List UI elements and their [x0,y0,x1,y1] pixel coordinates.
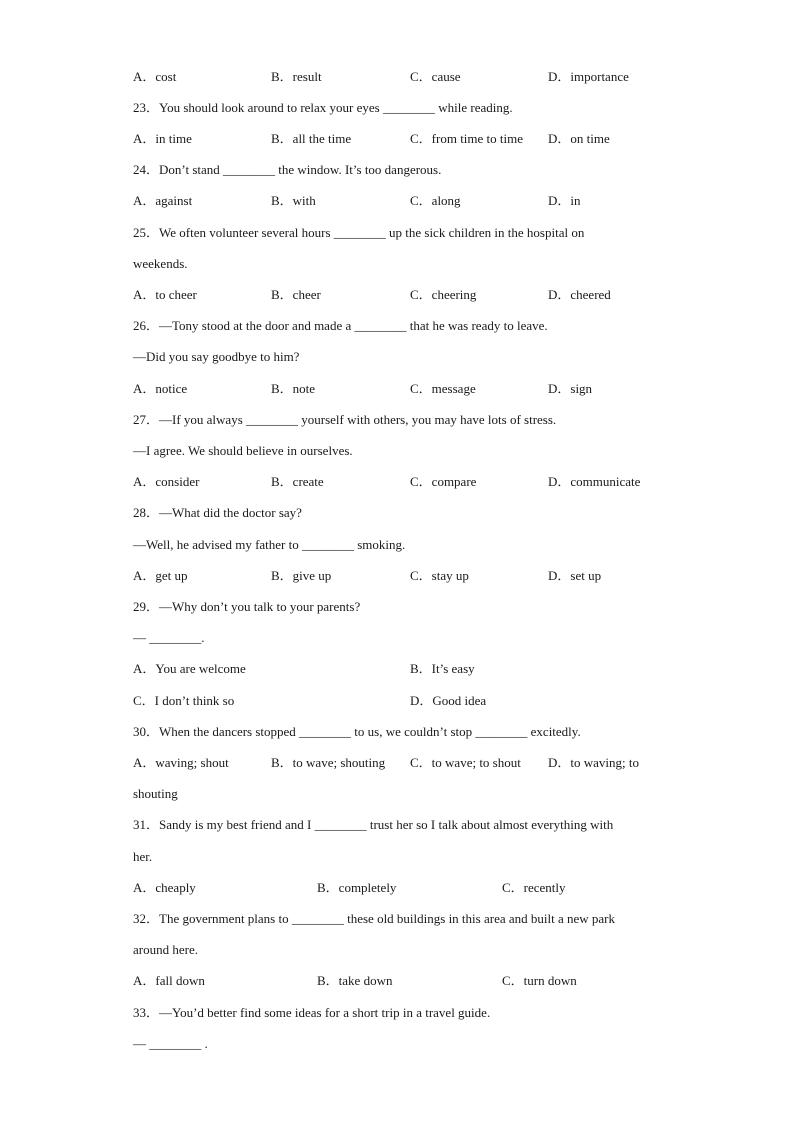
q27-stem: 27．—If you always ________ yourself with others, you may have lots of stress. [133,412,557,427]
q29-stem: 29．—Why don’t you talk to your parents? [133,599,361,614]
q31-stem-continued: her. [133,849,153,864]
q27-option-b: B．create [271,474,324,489]
q32-stem-continued: around here. [133,942,198,957]
q22-option-a: A．cost [133,69,177,84]
q23-option-b: B．all the time [271,131,352,146]
q30-option-d-continued: shouting [133,786,178,801]
q24-option-b: B．with [271,193,316,208]
q31-stem: 31．Sandy is my best friend and I ________ trust her so I talk about almost everything with [133,817,614,832]
q28-reply: —Well, he advised my father to ________ smoking. [133,537,406,552]
q24-option-a: A．against [133,193,193,208]
q26-option-b: B．note [271,381,316,396]
q31-option-a: A．cheaply [133,880,196,895]
q32-option-c: C．turn down [502,973,577,988]
q28-option-b: B．give up [271,568,332,583]
q28-option-c: C．stay up [410,568,469,583]
q29-option-c: C．I don’t think so [133,693,235,708]
q30-option-d: D．to waving; to [548,755,639,770]
q33-reply: — ________ . [133,1036,208,1051]
q28-stem: 28．—What did the doctor say? [133,505,302,520]
q32-option-b: B．take down [317,973,393,988]
q23-option-d: D．on time [548,131,610,146]
q31-option-c: C．recently [502,880,566,895]
q26-option-d: D．sign [548,381,593,396]
q27-reply: —I agree. We should believe in ourselves. [133,443,353,458]
q25-option-c: C．cheering [410,287,477,302]
q25-stem-continued: weekends. [133,256,188,271]
q28-option-d: D．set up [548,568,602,583]
q23-option-c: C．from time to time [410,131,524,146]
q30-option-c: C．to wave; to shout [410,755,521,770]
q23-stem: 23．You should look around to relax your eyes ________ while reading. [133,100,513,115]
q26-stem: 26．—Tony stood at the door and made a ________ that he was ready to leave. [133,318,548,333]
q25-option-d: D．cheered [548,287,611,302]
q33-stem: 33．—You’d better find some ideas for a short trip in a travel guide. [133,1005,491,1020]
q29-option-d: D．Good idea [410,693,487,708]
q28-option-a: A．get up [133,568,188,583]
q25-option-b: B．cheer [271,287,321,302]
q29-reply: — ________. [133,630,205,645]
q25-stem: 25．We often volunteer several hours ________ up the sick children in the hospital on [133,225,585,240]
q26-option-c: C．message [410,381,476,396]
q26-reply: —Did you say goodbye to him? [133,349,300,364]
q25-option-a: A．to cheer [133,287,197,302]
q24-stem: 24．Don’t stand ________ the window. It’s too dangerous. [133,162,442,177]
q22-option-b: B．result [271,69,322,84]
q30-option-a: A．waving; shout [133,755,229,770]
q27-option-c: C．compare [410,474,477,489]
q29-option-a: A．You are welcome [133,661,246,676]
q23-option-a: A．in time [133,131,192,146]
q30-option-b: B．to wave; shouting [271,755,386,770]
q27-option-d: D．communicate [548,474,641,489]
q30-stem: 30．When the dancers stopped ________ to us, we couldn’t stop ________ excitedly. [133,724,581,739]
q24-option-c: C．along [410,193,461,208]
q26-option-a: A．notice [133,381,188,396]
q32-option-a: A．fall down [133,973,205,988]
q24-option-d: D．in [548,193,581,208]
q29-option-b: B．It’s easy [410,661,475,676]
q27-option-a: A．consider [133,474,200,489]
q32-stem: 32．The government plans to ________ these old buildings in this area and built a new park [133,911,615,926]
q22-option-d: D．importance [548,69,629,84]
q31-option-b: B．completely [317,880,397,895]
q22-option-c: C．cause [410,69,461,84]
